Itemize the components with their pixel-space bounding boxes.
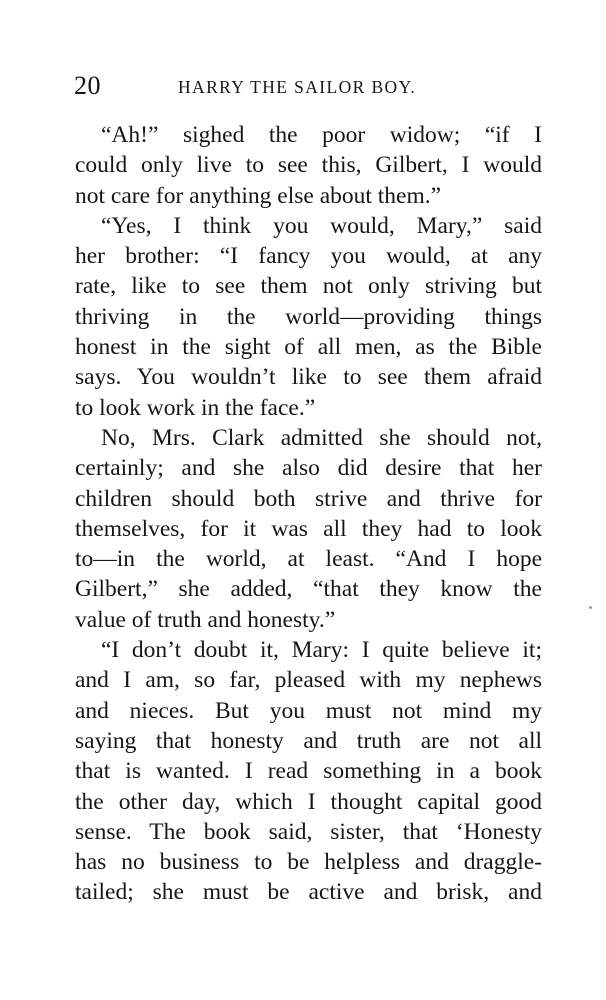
text-line: “I don’t doubt it, Mary: I quite believe it; [101,637,542,664]
page-header [74,68,542,108]
text-line: says. You wouldn’t like to see them afraid [75,364,542,391]
text-line: children should both strive and thrive for [75,485,542,512]
text-line: “Yes, I think you would, Mary,” said [101,212,542,239]
text-line: her brother: “I fancy you would, at any [75,243,542,270]
text-line: rate, like to see them not only striving but [75,273,542,300]
text-line: honest in the sight of all men, as the Bible [75,334,542,361]
text-line: Gilbert,” she added, “that they know the [75,576,542,603]
text-line: the other day, which I thought capital good [75,788,542,815]
text-line: tailed; she must be active and brisk, and [75,879,542,906]
body-text [75,120,542,908]
text-line: to—in the world, at least. “And I hope [75,546,542,573]
running-head: HARRY THE SAILOR BOY. [178,77,417,97]
text-line: certainly; and she also did desire that her [75,455,542,482]
text-line: sense. The book said, sister, that ‘Honesty [75,818,542,845]
text-line: “Ah!” sighed the poor widow; “if I [101,122,542,148]
text-line: not care for anything else about them.” [75,182,442,209]
text-line: that is wanted. I read something in a book [75,758,542,785]
text-line: saying that honesty and truth are not all [75,727,542,754]
text-line: thriving in the world—providing things [75,303,542,330]
text-line: could only live to see this, Gilbert, I would [75,152,542,179]
text-line: themselves, for it was all they had to look [75,515,542,542]
text-line: value of truth and honesty.” [75,606,336,633]
text-line: and nieces. But you must not mind my [75,697,542,724]
text-line: and I am, so far, pleased with my nephews [75,667,542,694]
text-line: to look work in the face.” [75,394,316,421]
paper-speck [589,606,592,609]
page-number: 20 [74,71,101,100]
text-line: No, Mrs. Clark admitted she should not, [101,424,542,451]
text-line: has no business to be helpless and draggle- [75,849,542,876]
